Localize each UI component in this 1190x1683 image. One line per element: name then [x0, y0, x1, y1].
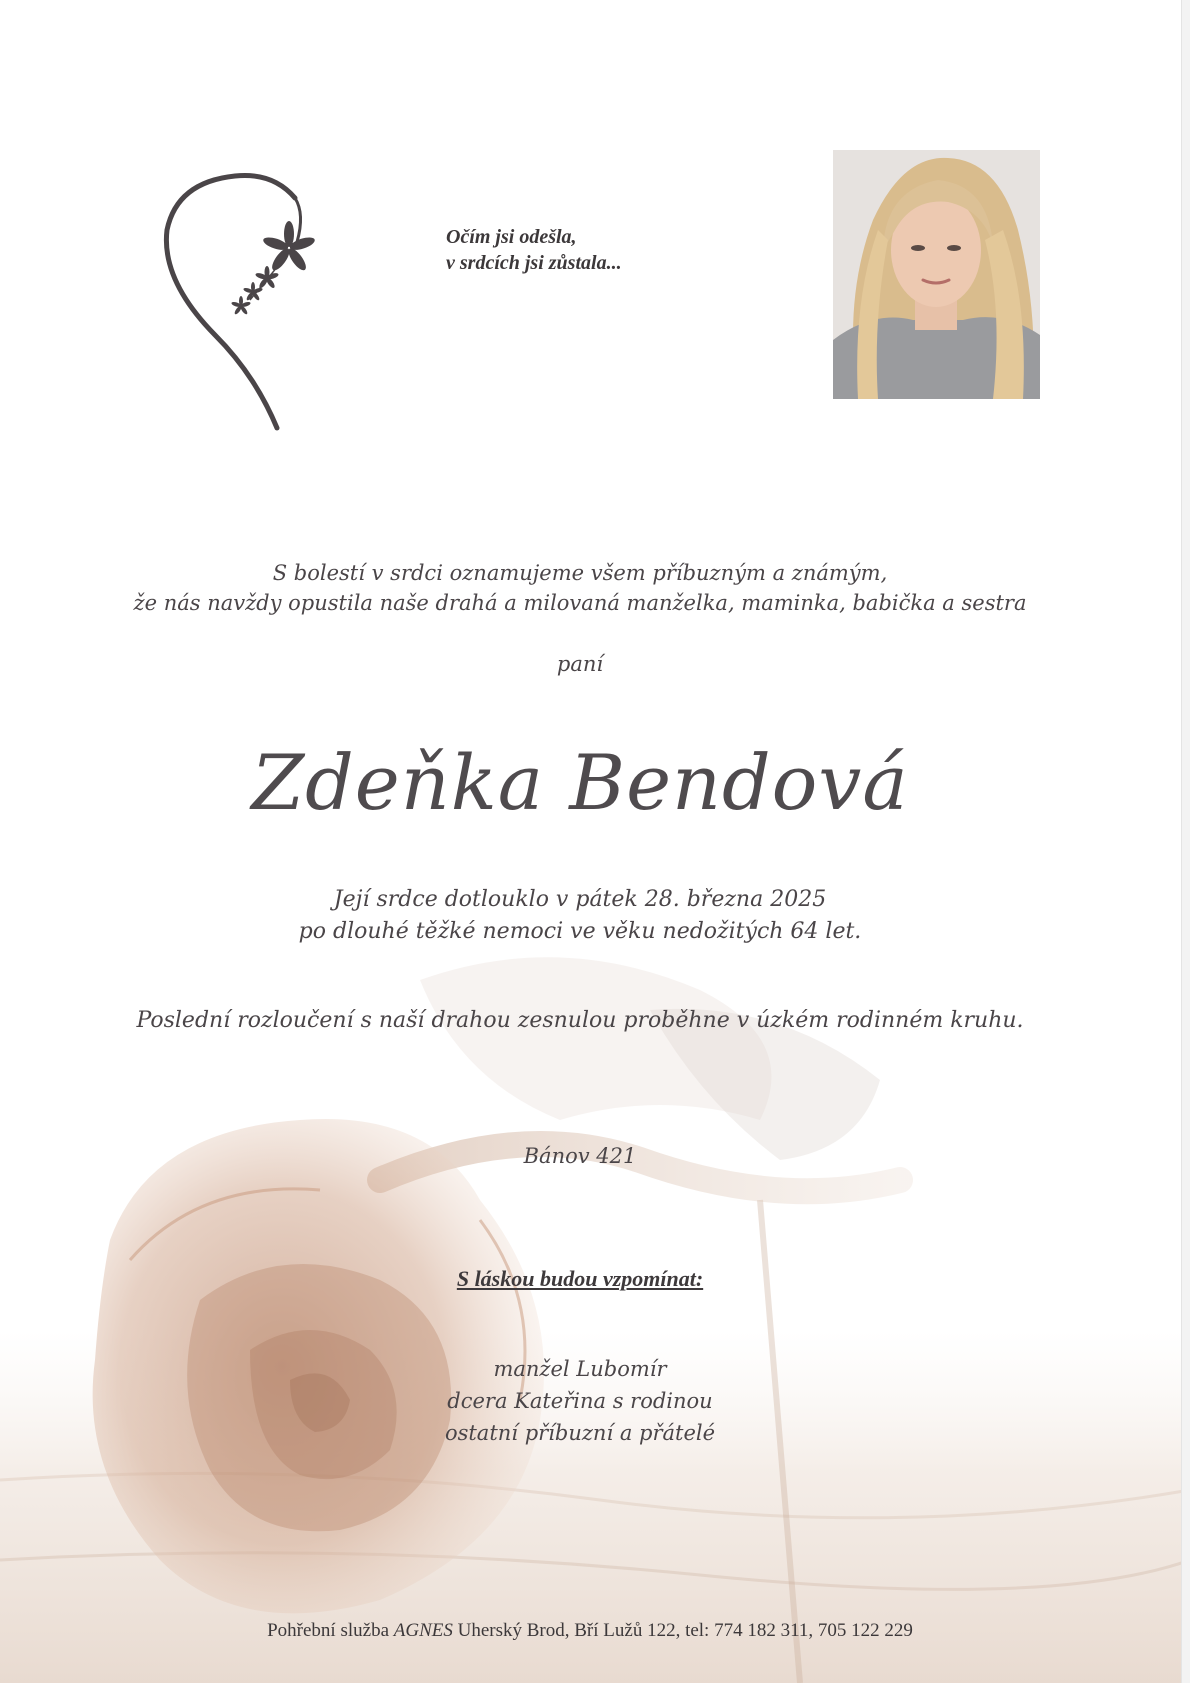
- portrait-photo: [833, 150, 1040, 399]
- death-info-line-2: po dlouhé těžké nemoci ve věku nedožitých 64 let.: [298, 919, 862, 944]
- mourner-item: dcera Kateřina s rodinou: [447, 1389, 713, 1413]
- funeral-service-footer: [0, 1620, 1180, 1642]
- farewell-notice: Poslední rozloučení s naší drahou zesnulou proběhne v úzkém rodinném kruhu.: [136, 1008, 1024, 1033]
- footer-agency: AGNES: [393, 1620, 453, 1641]
- footer-prefix: Pohřební služba: [267, 1620, 390, 1641]
- motto-line-2: v srdcích jsi zůstala...: [446, 252, 622, 274]
- heart-with-flowers-icon: [155, 170, 330, 435]
- page-edge: [1181, 0, 1190, 1683]
- announcement-line-1: S bolestí v srdci oznamujeme všem příbuzným a známým,: [272, 561, 888, 585]
- footer-contact: Uherský Brod, Bří Lužů 122, tel: 774 182 311, 705 122 229: [457, 1620, 913, 1641]
- announcement-line-2: že nás navždy opustila naše drahá a milovaná manželka, maminka, babička a sestra: [133, 591, 1027, 615]
- announcement: [0, 558, 1160, 618]
- mourner-item: ostatní příbuzní a přátelé: [444, 1421, 716, 1445]
- motto: [446, 224, 622, 276]
- address: Bánov 421: [523, 1144, 637, 1168]
- mourner-item: manžel Lubomír: [493, 1357, 667, 1381]
- death-info-line-1: Její srdce dotlouklo v pátek 28. března 2025: [333, 887, 827, 912]
- mourners-heading: S láskou budou vzpomínat:: [456, 1266, 704, 1291]
- mourners-list: [0, 1353, 1160, 1449]
- death-info: [0, 884, 1160, 948]
- deceased-name: Zdeňka Bendová: [251, 738, 909, 827]
- motto-line-1: Očím jsi odešla,: [446, 226, 577, 248]
- salutation: paní: [556, 652, 604, 676]
